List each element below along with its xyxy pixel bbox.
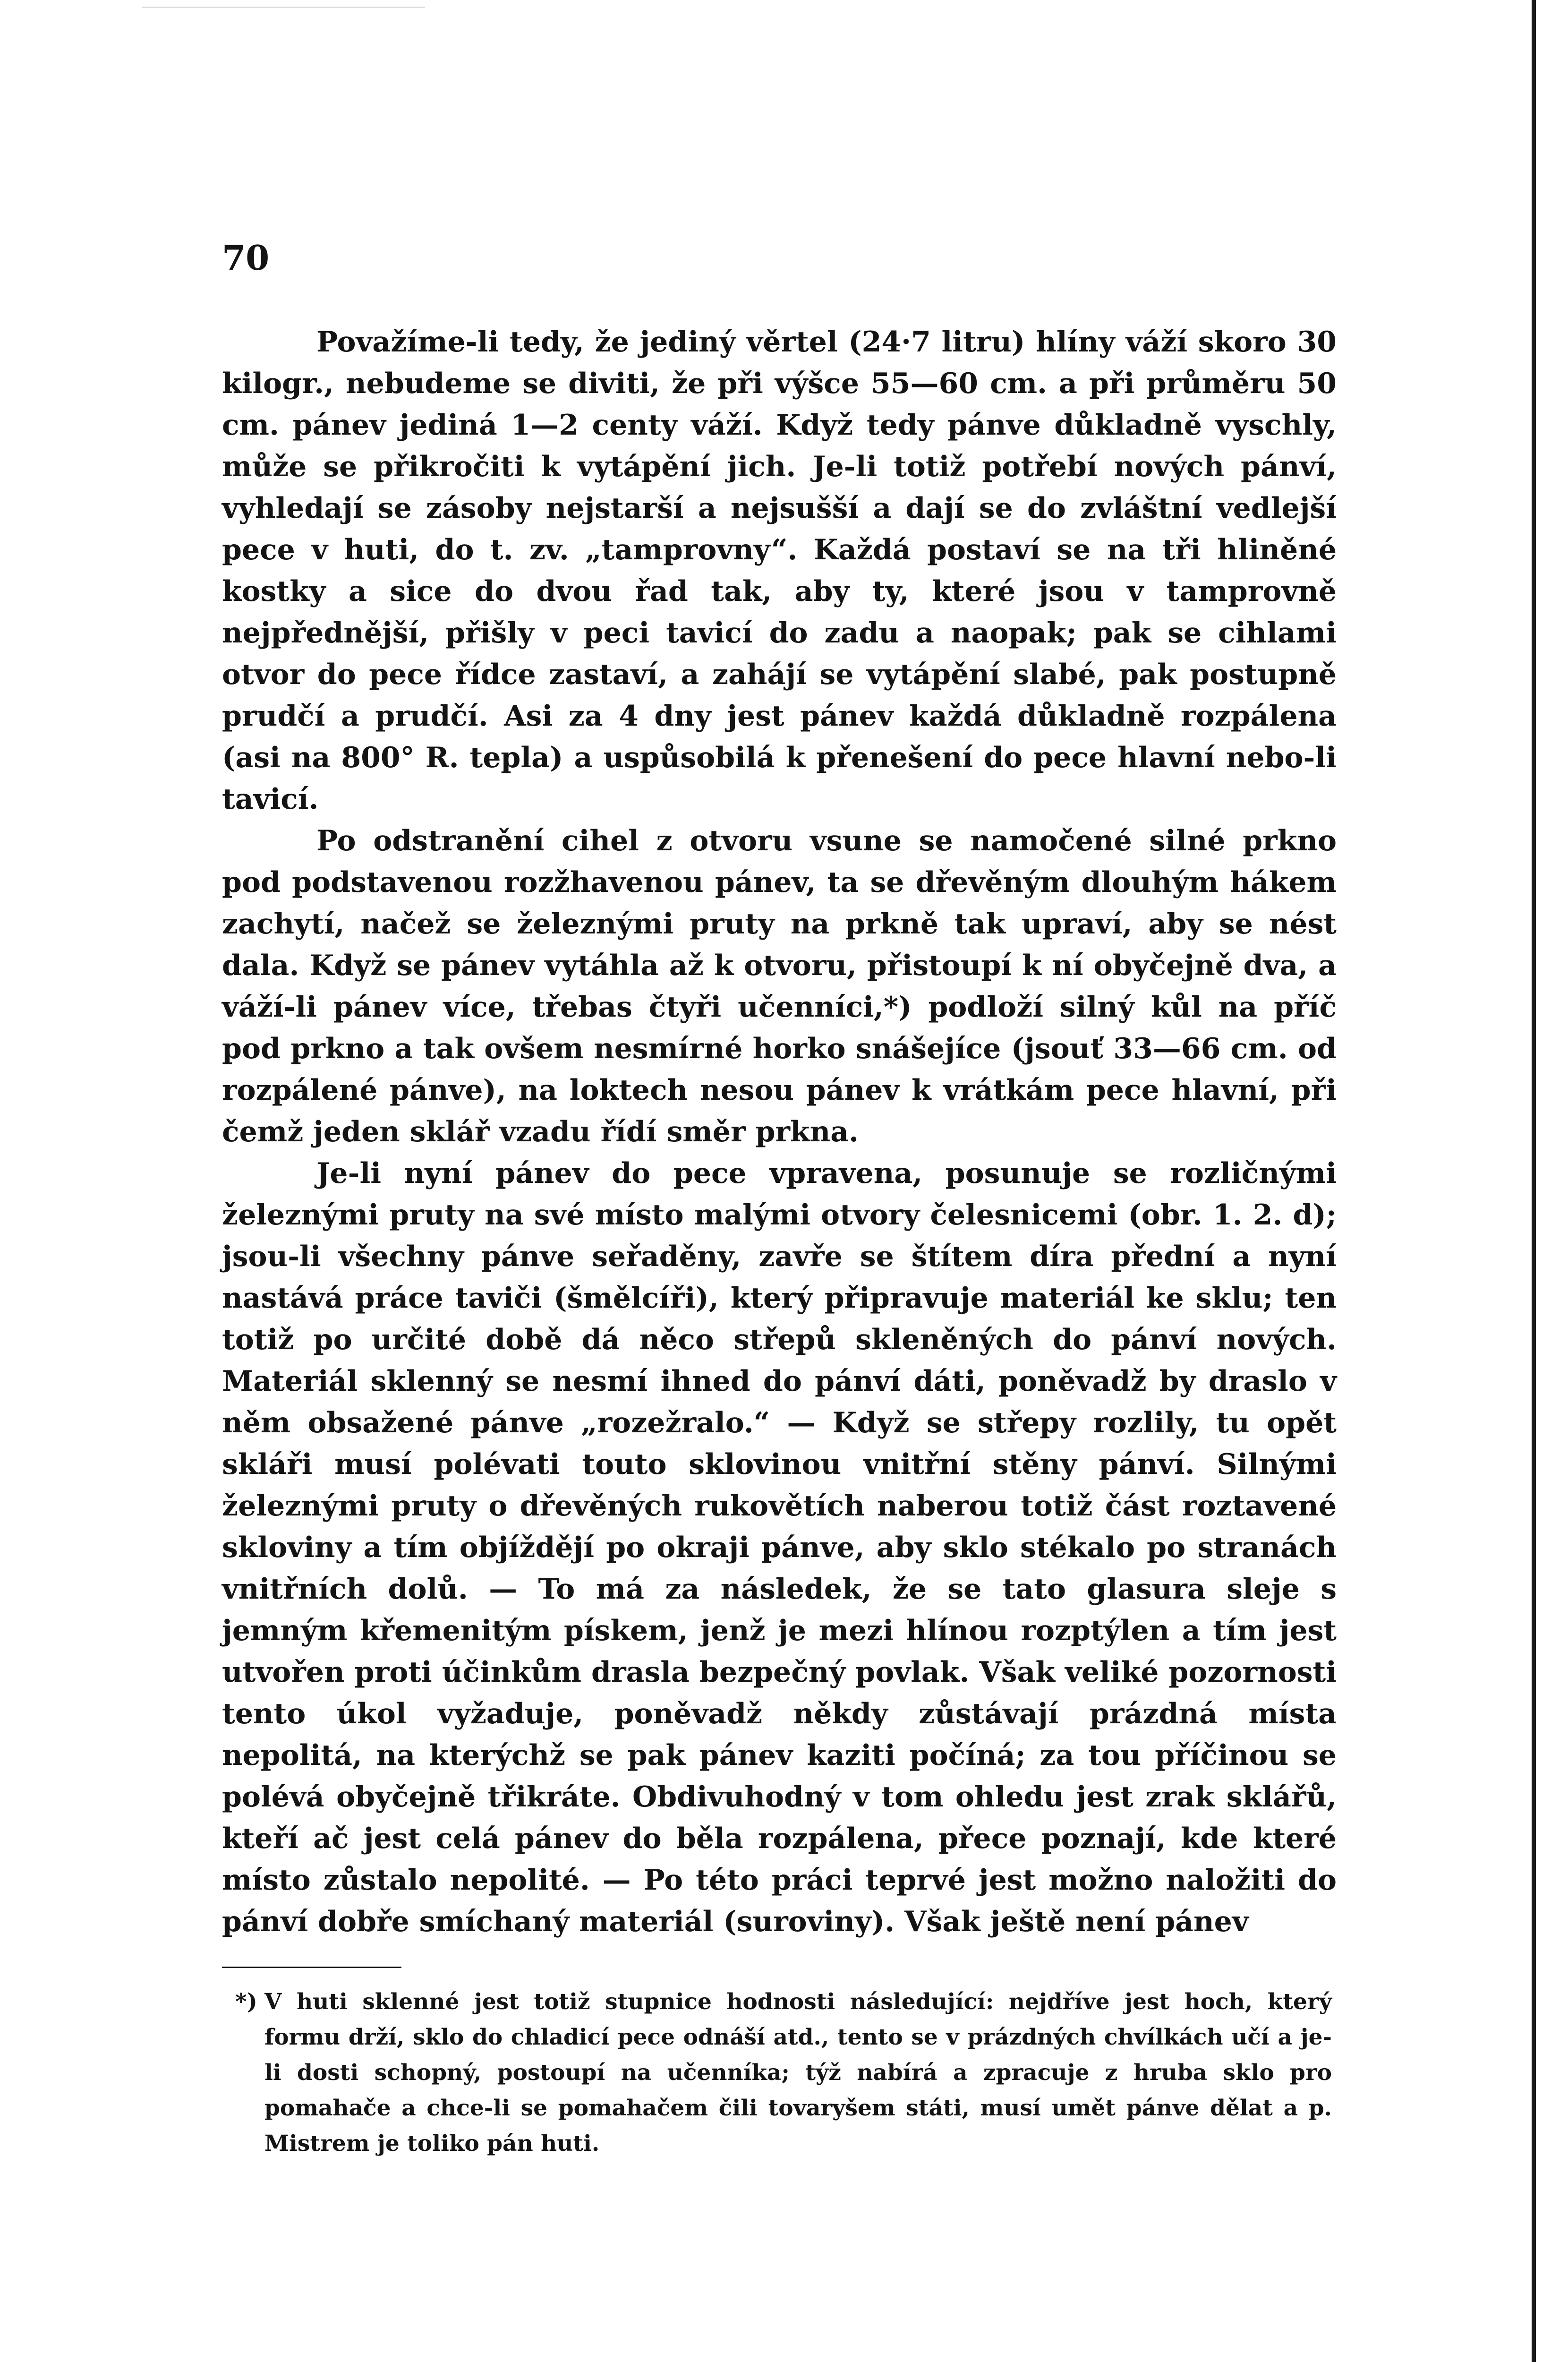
footnote-text: V huti sklenné jest totiž stupnice hodnosti následující: nejdříve jest hoch, který formu drží, sklo do chladicí pece odnáší atd., tento se v prázdných chvílkách učí a je-li dosti schopný, postoupí na učenníka; týž nabírá a zpracuje z hruba sklo pro pomahače a chce-li se pomahačem čili tovaryšem státi, musí umět pánve dělat a p. Mistrem je toliko pán huti. <box>264 1989 1332 2157</box>
footnote-marker: *) <box>235 1989 257 2015</box>
paragraph-2: Po odstranění cihel z otvoru vsune se namočené silné prkno pod podstavenou rozžhavenou pánev, ta se dřevěným dlouhým hákem zachytí, načež se železnými pruty na prkně tak upraví, aby se nést dala. Když se pánev vytáhla až k otvoru, přistoupí k ní obyčejně dva, a váží-li pánev více, třebas čtyři učenníci,*) podloží silný kůl na příč pod prkno a tak ovšem nesmírné horko snášejíce (jsouť 33—66 cm. od rozpálené pánve), na loktech nesou pánev k vrátkám pece hlavní, při čemž jeden sklář vzadu řídí směr prkna. <box>222 824 1337 1148</box>
scan-artifact-top <box>142 0 425 8</box>
footnote <box>235 1984 1332 2161</box>
paragraph-1: Považíme-li tedy, že jediný věrtel (24·7 litru) hlíny váží skoro 30 kilogr., nebudeme se diviti, že při výšce 55—60 cm. a při průměru 50 cm. pánev jediná 1—2 centy váží. Když tedy pánve důkladně vyschly, může se přikročiti k vytápění jich. Je-li totiž potřebí nových pánví, vyhledají se zásoby nejstarší a nejsušší a dají se do zvláštní vedlejší pece v huti, do t. zv. „tamprovny“. Každá postaví se na tři hliněné kostky a sice do dvou řad tak, aby ty, které jsou v tamprovně nejpřednější, přišly v peci tavicí do zadu a naopak; pak se cihlami otvor do pece řídce zastaví, a zahájí se vytápění slabé, pak postupně prudčí a prudčí. Asi za 4 dny jest pánev každá důkladně rozpálena (asi na 800° R. tepla) a uspůsobilá k přenešení do pece hlavní nebo-li tavicí. <box>222 325 1337 816</box>
paragraph-3: Je-li nyní pánev do pece vpravena, posunuje se rozličnými železnými pruty na své místo malými otvory čelesnicemi (obr. 1. 2. d); jsou-li všechny pánve seřaděny, zavře se štítem díra přední a nyní nastává práce taviči (šmělcíři), který připravuje materiál ke sklu; ten totiž po určité době dá něco střepů skleněných do pánví nových. Materiál sklenný se nesmí ihned do pánví dáti, poněvadž by draslo v něm obsažené pánve „rozežralo.“ — Když se střepy rozlily, tu opět skláři musí polévati touto sklovinou vnitřní stěny pánví. Silnými železnými pruty o dřevěných rukovětích naberou totiž část roztavené skloviny a tím objíždějí po okraji pánve, aby sklo stékalo po stranách vnitřních dolů. — To má za následek, že se tato glasura sleje s jemným křemenitým pískem, jenž je mezi hlínou rozptýlen a tím jest utvořen proti účinkům drasla bezpečný povlak. Však veliké pozornosti tento úkol vyžaduje, poněvadž někdy zůstávají prázdná místa nepolitá, na kterýchž se pak pánev kaziti počíná; za tou příčinou se polévá obyčejně třikráte. Obdivuhodný v tom ohledu jest zrak sklářů, kteří ač jest celá pánev do běla rozpálena, přece poznají, kde které místo zůstalo nepolité. — Po této práci teprvé jest možno naložiti do pánví dobře smíchaný materiál (suroviny). Však ještě není pánev <box>222 1157 1337 1938</box>
body-text <box>222 321 1337 1943</box>
page-number: 70 <box>222 238 270 278</box>
page-edge-line <box>1532 0 1536 2362</box>
footnote-rule <box>222 1967 401 1968</box>
